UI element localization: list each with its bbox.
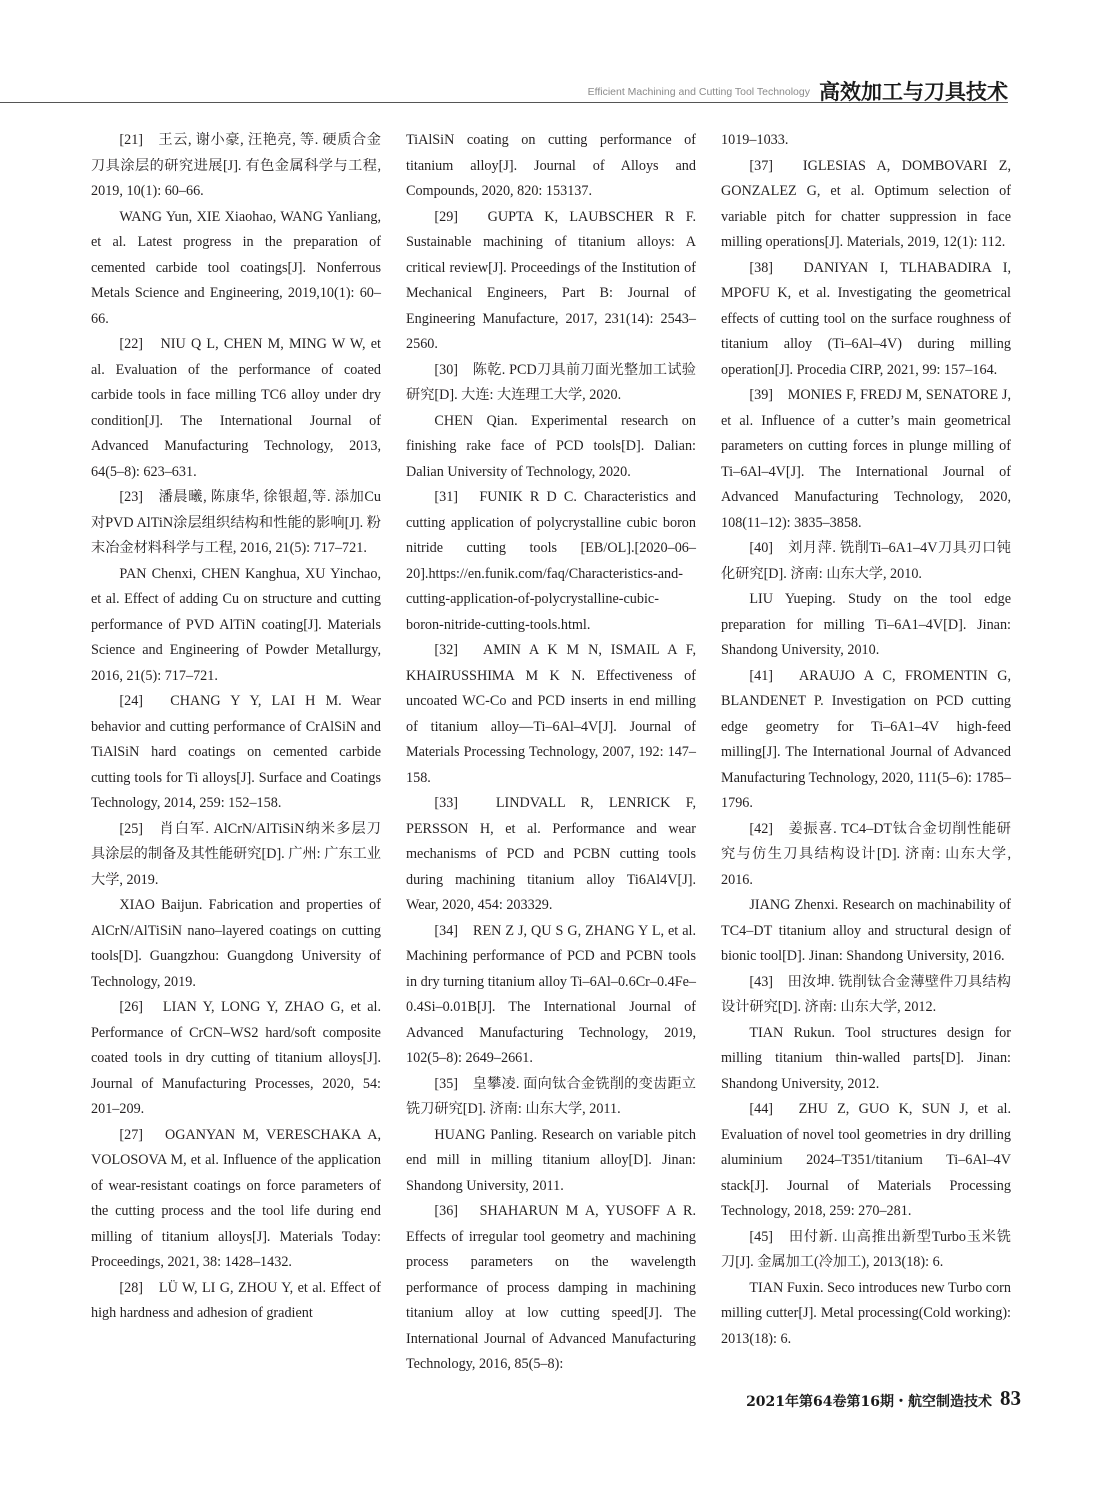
reference-column-3	[721, 128, 1011, 1352]
reference-entry: [34] REN Z J, QU S G, ZHANG Y L, et al. Machining performance of PCD and PCBN tools in dry turning titanium alloy Ti–6Al–0.6Cr–0.4Fe–0.4Si–0.01B[J]. The International Journal of Advanced Manufacturing Technology, 2019, 102(5–8): 2649–2661.	[406, 922, 696, 1066]
reference-entry: [36] SHAHARUN M A, YUSOFF A R. Effects of irregular tool geometry and machining process parameters on the wavelength performance of process damping in machining titanium alloy at low cutting speed[J]. The International Journal of Advanced Manufacturing Technology, 2016, 85(5–8):	[406, 1203, 696, 1372]
journal-title-chinese: 高效加工与刀具技术	[819, 80, 1008, 104]
reference-column-2	[406, 128, 696, 1378]
reference-entry: [29] GUPTA K, LAUBSCHER R F. Sustainable machining of titanium alloys: A critical review[J]. Proceedings of the Institution of Mechanical Engineers, Part B: Journal of Engineering Manufacture, 2017, 231(14): 2543–2560.	[406, 208, 696, 352]
reference-entry: HUANG Panling. Research on variable pitch end mill in milling titanium alloy[D]. Jinan: Shandong University, 2011.	[406, 1126, 696, 1194]
reference-entry: [39] MONIES F, FREDJ M, SENATORE J, et al. Influence of a cutter’s main geometrical parameters on cutting forces in plunge milling of Ti–6Al–4V[J]. The International Journal of Advanced Manufacturing Technology, 2020, 108(11–12): 3835–3858.	[721, 387, 1011, 531]
header-divider	[0, 102, 1008, 103]
reference-entry: [28] LÜ W, LI G, ZHOU Y, et al. Effect of high hardness and adhesion of gradient	[91, 1279, 381, 1321]
issue-info: 2021年第64卷第16期・航空制造技术	[746, 1394, 992, 1410]
reference-entry: [22] NIU Q L, CHEN M, MING W W, et al. Evaluation of the performance of coated carbide tools in face milling TC6 alloy under dry condition[J]. The International Journal of Advanced Manufacturing Technology, 2013, 64(5–8): 623–631.	[91, 336, 381, 480]
reference-entry: [21] 王云, 谢小豪, 汪艳亮, 等. 硬质合金刀具涂层的研究进展[J]. 有色金属科学与工程, 2019, 10(1): 60–66.	[91, 132, 381, 199]
reference-entry: [38] DANIYAN I, TLHABADIRA I, MPOFU K, et al. Investigating the geometrical effects of cutting tool on the surface roughness of titanium alloy (Ti–6Al–4V) during milling operation[J]. Procedia CIRP, 2021, 99: 157–164.	[721, 259, 1011, 378]
reference-entry: [27] OGANYAN M, VERESCHAKA A, VOLOSOVA M, et al. Influence of the application of wear-resistant coatings on force parameters of the cutting process and the tool life during end milling of titanium alloys[J]. Materials Today: Proceedings, 2021, 38: 1428–1432.	[91, 1126, 381, 1270]
reference-entry: [26] LIAN Y, LONG Y, ZHAO G, et al. Performance of CrCN–WS2 hard/soft composite coated tools in dry cutting of titanium alloys[J]. Journal of Manufacturing Processes, 2020, 54: 201–209.	[91, 999, 381, 1117]
journal-title-english: Efficient Machining and Cutting Tool Technology	[587, 86, 810, 98]
reference-entry: [45] 田付新. 山高推出新型Turbo玉米铣刀[J]. 金属加工(冷加工), 2013(18): 6.	[721, 1228, 1011, 1270]
reference-entry: [25] 肖白军. AlCrN/AlTiSiN纳米多层刀具涂层的制备及其性能研究[D]. 广州: 广东工业大学, 2019.	[91, 820, 381, 888]
reference-entry: WANG Yun, XIE Xiaohao, WANG Yanliang, et al. Latest progress in the preparation of cemented carbide tool coatings[J]. Nonferrous Metals Science and Engineering, 2019,10(1): 60–66.	[91, 208, 381, 327]
reference-entry: TIAN Fuxin. Seco introduces new Turbo corn milling cutter[J]. Metal processing(Cold working): 2013(18): 6.	[721, 1279, 1011, 1347]
reference-entry: [43] 田汝坤. 铣削钛合金薄壁件刀具结构设计研究[D]. 济南: 山东大学, 2012.	[721, 973, 1011, 1015]
reference-entry: [24] CHANG Y Y, LAI H M. Wear behavior and cutting performance of CrAlSiN and TiAlSiN hard coatings on cemented carbide cutting tools for Ti alloys[J]. Surface and Coatings Technology, 2014, 259: 152–158.	[91, 693, 381, 811]
reference-entry: [42] 姜振喜. TC4–DT钛合金切削性能研究与仿生刀具结构设计[D]. 济南: 山东大学, 2016.	[721, 820, 1011, 888]
reference-entry: CHEN Qian. Experimental research on finishing rake face of PCD tools[D]. Dalian: Dalian University of Technology, 2020.	[406, 412, 696, 480]
reference-entry: [23] 潘晨曦, 陈康华, 徐银超,等. 添加Cu对PVD AlTiN涂层组织结构和性能的影响[J]. 粉末冶金材料科学与工程, 2016, 21(5): 717–721.	[91, 489, 381, 556]
reference-entry: [37] IGLESIAS A, DOMBOVARI Z, GONZALEZ G, et al. Optimum selection of variable pitch for chatter suppression in face milling operations[J]. Materials, 2019, 12(1): 112.	[721, 157, 1011, 250]
reference-entry: [33] LINDVALL R, LENRICK F, PERSSON H, et al. Performance and wear mechanisms of PCD and PCBN cutting tools during machining titanium alloy Ti6Al4V[J]. Wear, 2020, 454: 203329.	[406, 795, 696, 913]
reference-entry: [32] AMIN A K M N, ISMAIL A F, KHAIRUSSHIMA M K N. Effectiveness of uncoated WC-Co and PCD inserts in end milling of titanium alloy—Ti–6Al–4V[J]. Journal of Materials Processing Technology, 2007, 192: 147–158.	[406, 642, 696, 786]
reference-entry: TiAlSiN coating on cutting performance of titanium alloy[J]. Journal of Alloys and Compounds, 2020, 820: 153137.	[406, 132, 696, 199]
reference-entry: JIANG Zhenxi. Research on machinability of TC4–DT titanium alloy and structural design of bionic tool[D]. Jinan: Shandong University, 2016.	[721, 897, 1011, 964]
reference-entry: [41] ARAUJO A C, FROMENTIN G, BLANDENET P. Investigation on PCD cutting edge geometry for Ti–6A1–4V high-feed milling[J]. The International Journal of Advanced Manufacturing Technology, 2020, 111(5–6): 1785–1796.	[721, 667, 1011, 811]
reference-column-1	[91, 128, 381, 1327]
reference-entry: LIU Yueping. Study on the tool edge preparation for milling Ti–6A1–4V[D]. Jinan: Shandong University, 2010.	[721, 591, 1011, 658]
reference-entry: [44] ZHU Z, GUO K, SUN J, et al. Evaluation of novel tool geometries in dry drilling aluminium 2024–T351/titanium Ti–6Al–4V stack[J]. Journal of Materials Processing Technology, 2018, 259: 270–281.	[721, 1101, 1011, 1219]
reference-entry: 1019–1033.	[721, 132, 789, 148]
reference-entry: XIAO Baijun. Fabrication and properties of AlCrN/AlTiSiN nano–layered coatings on cutting tools[D]. Guangzhou: Guangdong University of Technology, 2019.	[91, 897, 381, 990]
reference-entry: [40] 刘月萍. 铣削Ti–6A1–4V刀具刃口钝化研究[D]. 济南: 山东大学, 2010.	[721, 540, 1011, 582]
reference-entry: [30] 陈乾. PCD刀具前刀面光整加工试验研究[D]. 大连: 大连理工大学, 2020.	[406, 361, 696, 403]
reference-entry: TIAN Rukun. Tool structures design for milling titanium thin-walled parts[D]. Jinan: Shandong University, 2012.	[721, 1024, 1011, 1092]
reference-entry: [31] FUNIK R D C. Characteristics and cutting application of polycrystalline cubic boron nitride cutting tools [EB/OL].[2020–06–20].https://en.funik.com/faq/Characteristics-and-cutting-application-of-polycrystalline-cubic-boron-nitride-cutting-tools.html.	[406, 489, 696, 633]
reference-entry: PAN Chenxi, CHEN Kanghua, XU Yinchao, et al. Effect of adding Cu on structure and cutting performance of PVD AlTiN coating[J]. Materials Science and Engineering of Powder Metallurgy, 2016, 21(5): 717–721.	[91, 565, 381, 684]
reference-entry: [35] 皇攀凌. 面向钛合金铣削的变齿距立铣刀研究[D]. 济南: 山东大学, 2011.	[406, 1075, 696, 1117]
page-number: 83	[1000, 1386, 1021, 1410]
